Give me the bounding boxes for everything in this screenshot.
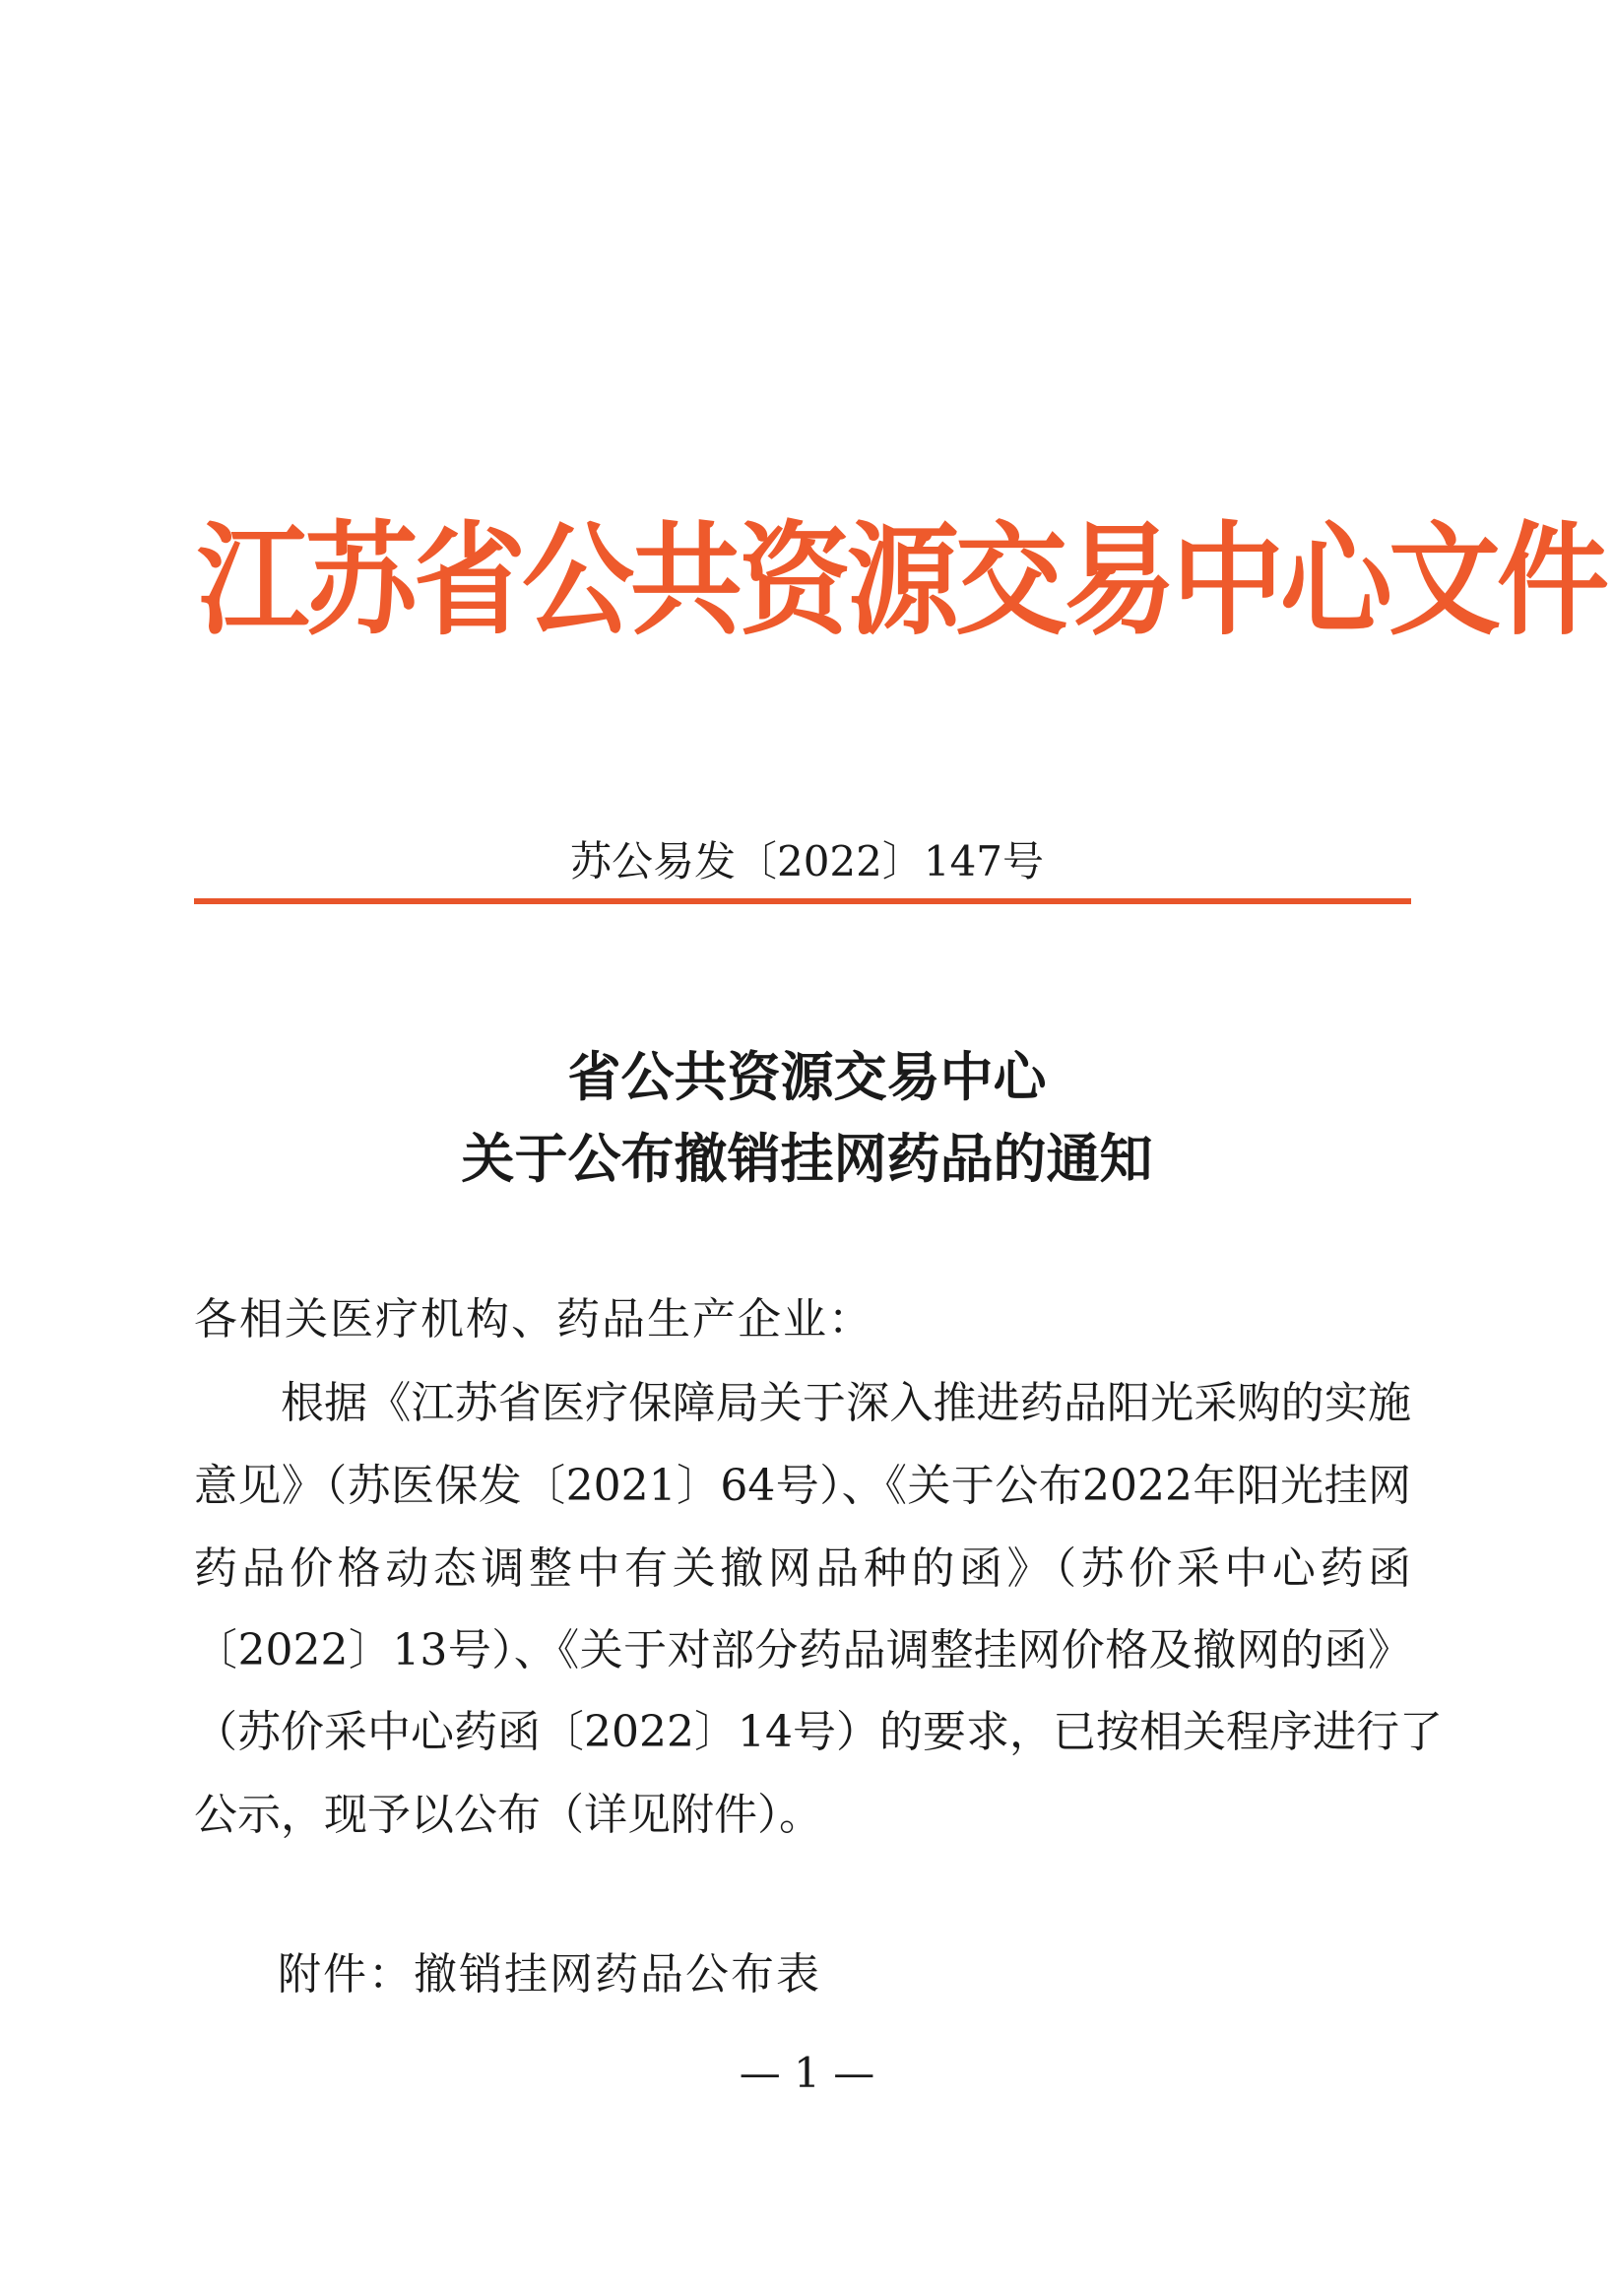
- body-paragraph-line: （苏价采中心药函〔2022〕14号）的要求，已按相关程序进行了: [194, 1707, 1443, 1757]
- body-paragraph-line: 〔2022〕13号）、《关于对部分药品调整挂网价格及撤网的函》: [194, 1625, 1411, 1675]
- attachment-note: 附件：撤销挂网药品公布表: [278, 1949, 821, 2000]
- page-number: — 1 —: [739, 2049, 875, 2097]
- document-number: 苏公易发〔2022〕147号: [569, 837, 1045, 886]
- body-paragraph-line: 药品价格动态调整中有关撤网品种的函》（苏价采中心药函: [194, 1543, 1411, 1594]
- notice-title-line-1: 省公共资源交易中心: [567, 1045, 1047, 1108]
- issuing-agency-header: 江苏省公共资源交易中心文件: [197, 509, 1606, 652]
- body-paragraph-line: 公示，现予以公布（详见附件）。: [194, 1790, 822, 1840]
- salutation: 各相关医疗机构、药品生产企业：: [194, 1294, 873, 1345]
- body-paragraph-line: 意见》（苏医保发〔2021〕64号）、《关于公布2022年阳光挂网: [194, 1461, 1411, 1511]
- notice-title-line-2: 关于公布撤销挂网药品的通知: [461, 1127, 1153, 1190]
- body-paragraph-line: 根据《江苏省医疗保障局关于深入推进药品阳光采购的实施: [281, 1378, 1411, 1428]
- red-divider-line: [194, 898, 1411, 904]
